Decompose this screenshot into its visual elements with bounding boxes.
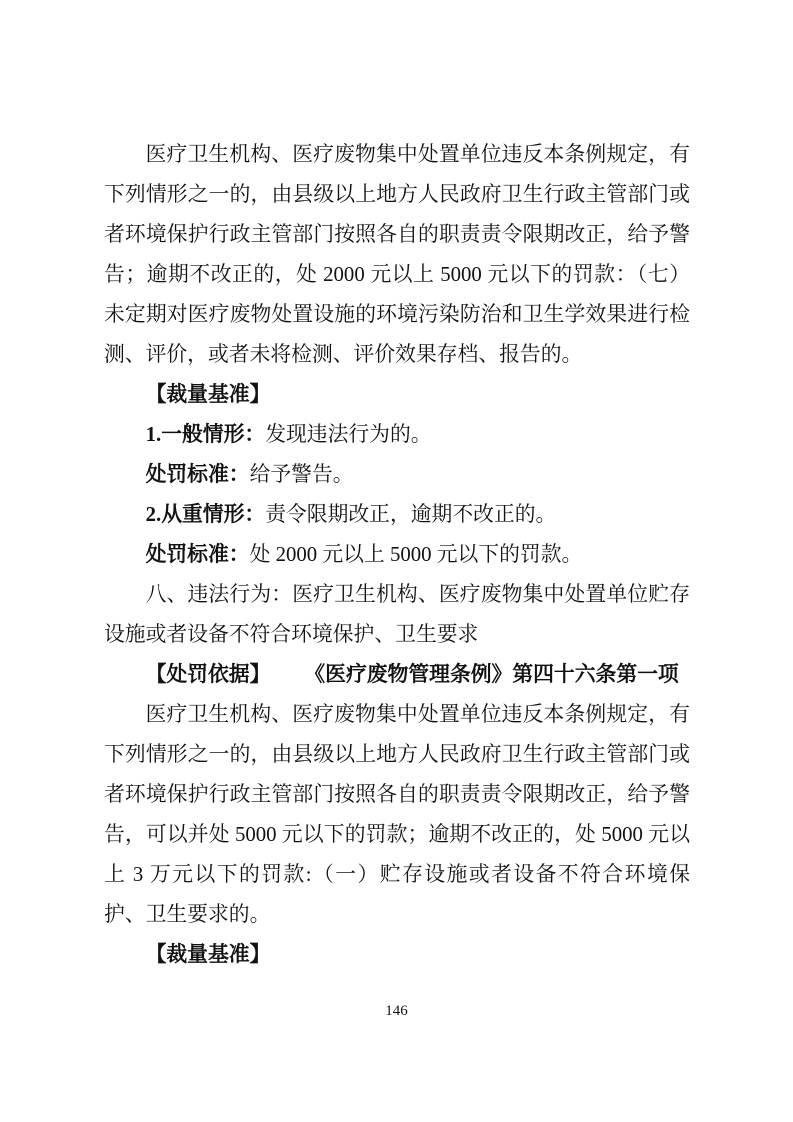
heading-basis-title: 《医疗废物管理条例》第四十六条第一项 [304, 663, 679, 686]
heading-punishment-basis [104, 655, 690, 695]
paragraph-regulation-quote [104, 695, 690, 935]
line-general-case [104, 415, 690, 455]
item-text: 给予警告。 [249, 463, 354, 486]
paragraph-text: 医疗卫生机构、医疗废物集中处置单位违反本条例规定，有下列情形之一的，由县级以上地方人民政府卫生行政主管部门或者环境保护行政主管部门按照各自的职责责令限期改正，给予警告；逾期不改正的，处 2000 元以上 5000 元以下的罚款：（七）未定期对医疗废物处置设施的环境污染防治和卫生学效果进行检测、评价，或者未将检测、评价效果存档、报告的。 [104, 143, 690, 366]
page-body [104, 135, 690, 975]
line-aggravated-case [104, 495, 690, 535]
heading-basis-label: 【处罚依据】 [145, 663, 271, 686]
item-label: 处罚标准： [145, 463, 250, 486]
paragraph-illegal-act-8 [104, 575, 690, 655]
item-text: 发现违法行为的。 [265, 423, 432, 446]
heading-discretion-benchmark-2 [104, 935, 690, 975]
item-label: 1.一般情形： [145, 423, 266, 446]
item-label: 处罚标准： [145, 543, 250, 566]
line-penalty-standard-2 [104, 535, 690, 575]
paragraph-text: 八、违法行为：医疗卫生机构、医疗废物集中处置单位贮存设施或者设备不符合环境保护、卫生要求 [104, 583, 690, 646]
item-text: 处 2000 元以上 5000 元以下的罚款。 [249, 543, 583, 566]
item-text: 责令限期改正，逾期不改正的。 [265, 503, 557, 526]
heading-text: 【裁量基准】 [145, 383, 271, 406]
page-number: 146 [385, 1003, 408, 1019]
heading-text: 【裁量基准】 [145, 943, 271, 966]
paragraph-violation-intro [104, 135, 690, 375]
paragraph-text: 医疗卫生机构、医疗废物集中处置单位违反本条例规定，有下列情形之一的，由县级以上地方人民政府卫生行政主管部门或者环境保护行政主管部门按照各自的职责责令限期改正，给予警告，可以并处 5000 元以下的罚款；逾期不改正的，处 5000 元以上 3 万元以下的罚款:（一）贮存设施或者设备不符合环境保护、卫生要求的。 [104, 703, 690, 926]
line-penalty-standard-1 [104, 455, 690, 495]
item-label: 2.从重情形： [145, 503, 266, 526]
heading-discretion-benchmark-1 [104, 375, 690, 415]
